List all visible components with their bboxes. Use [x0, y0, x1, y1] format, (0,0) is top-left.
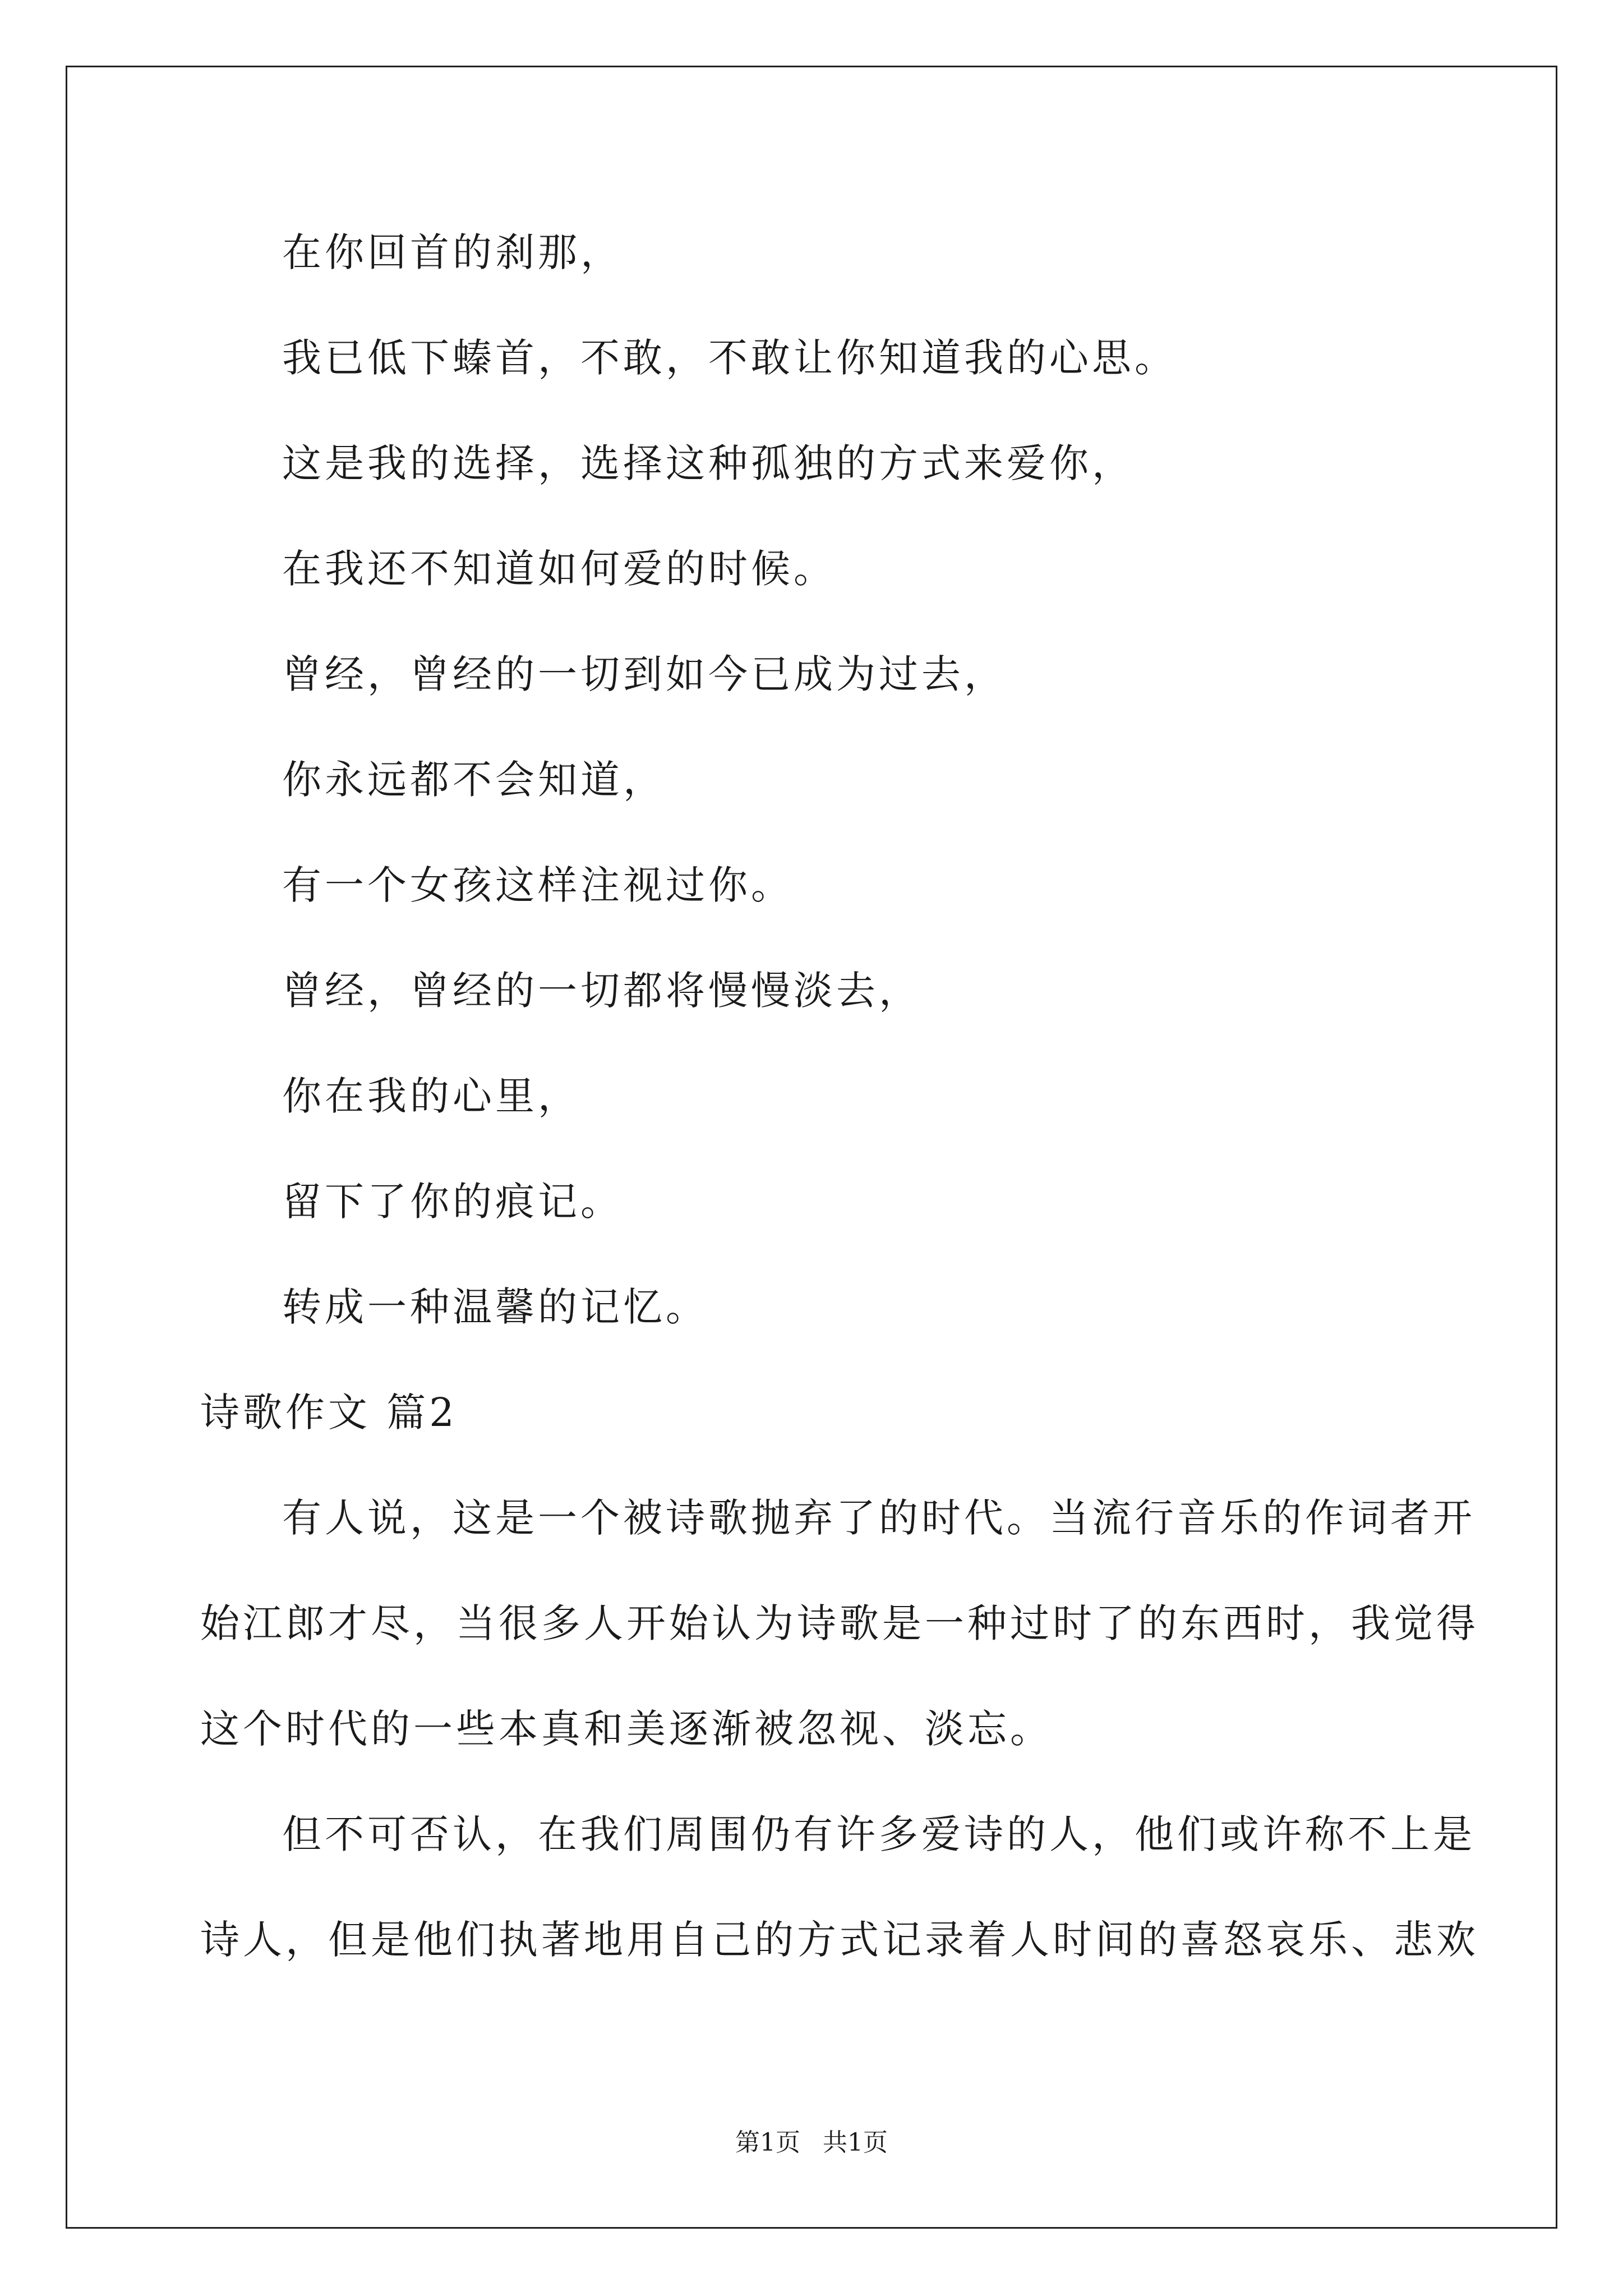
- poem-line: 转成一种温馨的记忆。: [282, 1284, 708, 1330]
- poem-line: 留下了你的痕记。: [282, 1179, 623, 1225]
- poem-line: 曾经，曾经的一切都将慢慢淡去，: [282, 968, 921, 1014]
- poem-line: 这是我的选择，选择这种孤独的方式来爱你，: [282, 440, 1135, 486]
- section-heading: 诗歌作文 篇2: [200, 1389, 458, 1435]
- poem-line: 在你回首的刹那，: [282, 229, 623, 275]
- poem-line: 你永远都不会知道，: [282, 757, 666, 803]
- essay-line: 但不可否认，在我们周围仍有许多爱诗的人，他们或许称不上是: [282, 1811, 1476, 1857]
- page-footer: [0, 2126, 1623, 2160]
- page-number: 第1页: [735, 2128, 800, 2157]
- essay-line: 这个时代的一些本真和美逐渐被忽视、淡忘。: [200, 1706, 1053, 1752]
- page-total: 共1页: [823, 2128, 888, 2157]
- poem-line: 在我还不知道如何爱的时候。: [282, 546, 836, 592]
- essay-line: 始江郎才尽，当很多人开始认为诗歌是一种过时了的东西时，我觉得: [200, 1600, 1479, 1646]
- poem-line: 曾经，曾经的一切到如今已成为过去，: [282, 651, 1007, 697]
- poem-line: 有一个女孩这样注视过你。: [282, 862, 794, 908]
- essay-line: 诗人，但是他们执著地用自己的方式记录着人时间的喜怒哀乐、悲欢: [200, 1917, 1479, 1963]
- poem-line: 你在我的心里，: [282, 1073, 580, 1119]
- page-border: [66, 66, 1557, 2229]
- poem-line: 我已低下螓首，不敢，不敢让你知道我的心思。: [282, 335, 1177, 381]
- essay-line: 有人说，这是一个被诗歌抛弃了的时代。当流行音乐的作词者开: [282, 1495, 1476, 1541]
